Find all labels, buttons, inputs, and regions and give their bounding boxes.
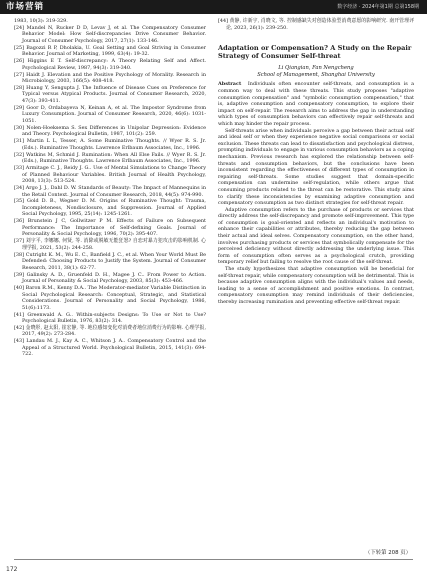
reference-item: [44] 黄静, 许新宇, 肖晓文, 等. 控制感缺失对创造体验型消费意愿的影响研究. 南开管理评论, 2023, 26(1): 239-250. bbox=[218, 18, 414, 31]
journal-name: 市场营销 bbox=[6, 2, 45, 12]
reference-item: [35] Gold D. B., Wegner D. M. Origins of Ruminative Thought: Trauma, Incompleteness, Nondisclosure, and Suppression. Journal of Applied Social Psychology, 1995, 25(14): 1245-1261. bbox=[14, 198, 206, 218]
reference-item: [28] Huang Y, Sengupta J. The Influence of Disease Cues on Preference for Typical versus Atypical Products. Journal of Consumer Research, 2020, 47(3): 393-411. bbox=[14, 84, 206, 105]
reference-item: [41] Greenwald A. G.. Within-subjects Designs: To Use or Not to Use? Psychological Bulletin, 1976, 83(2): 314. bbox=[14, 311, 206, 325]
page-header bbox=[0, 0, 427, 14]
reference-list-right bbox=[218, 18, 414, 31]
reference-item: [24] Mandel N, Rucker D D, Levav J, et al. The Compensatory Consumer Behavior Model: How Self-discrepancies Drive Consumer Behavior. Journal of Consumer Psychology, 2017, 27(1): 133-146. bbox=[14, 24, 206, 44]
footer-divider bbox=[14, 559, 413, 560]
reference-item: [39] Galinsky A. D., Gruenfeld D. H., Magee J. C.. From Power to Action. Journal of Personality & Social Psychology, 2003, 85(3): 453-466. bbox=[14, 271, 206, 285]
reference-item: [27] Haidt J. Elevation and the Positive Psychology of Morality. Research in Microbiology, 2003, 166(5): 408-418. bbox=[14, 71, 206, 85]
reference-item: [32] Watkins M, Schmid J. Rumination: When All Else Fails. // Wyer R. S. Jr. (Eds.), Ruminative Thoughts. Lawrence Erlbaum Associates, Inc., 1996. bbox=[14, 151, 206, 165]
abstract-label: Abstract bbox=[218, 81, 242, 88]
abstract-text: Individuals often encounter self-threats, and consumption is a common way to deal with these threats. This study proposes "adaptive consumption compensation" and "symbolic consumption compensation," that is, adaptive consumption and compensatory consumption, to explore their impact on self-repair. The research aims to address the gap in understanding which types of consumption behaviors can effectively repair self-threats and which may hinder the repair process. bbox=[218, 81, 414, 127]
reference-item: [36] Brunstein J C, Gollwitzer P M. Effects of Failure on Subsequent Performance: The Importance of Self-defining Goals. Journal of Personality & Social Psychology, 1996, 70(2): 395-407. bbox=[14, 218, 206, 238]
reference-item: [40] Baron R.M., Kenny D.A.. The Moderator-mediator Variable Distinction in Social Psychological Research: Conceptual, Strategic, and Statistical Considerations. Journal of Personality and Social Psychology, 1986, 51(6):1173. bbox=[14, 284, 206, 311]
body-paragraph: The study hypothesizes that adaptive consumption will be beneficial for self-threat repair, while compensatory consumption will be detrimental. This is because adaptive consumption aligns with the individual's values and needs, leading to a sense of accomplishment and positive emotions. In contrast, compensatory consumption may remind individuals of their deficiencies, thereby increasing rumination and preventing effective self-threat repair. bbox=[218, 266, 414, 305]
page-number: 172 bbox=[6, 566, 18, 573]
reference-item: 1983, 10(3): 319-329. bbox=[14, 18, 68, 24]
continued-note: （下转第 208 页） bbox=[364, 550, 411, 556]
reference-item: [34] Argo J. J., Dahl D. W. Standards of Beauty: The Impact of Mannequins in the Retail Context. Journal of Consumer Research, 2018, 44(5): 974-990. bbox=[14, 184, 206, 198]
reference-list-left bbox=[14, 18, 206, 358]
article-affiliation: School of Management, Shanghai University bbox=[257, 72, 375, 78]
article-title: Adaptation or Compensation? A Study on the Repair Strategy of Consumer Self-threat bbox=[218, 44, 412, 61]
issue-info: 数字经济 · 2024年第1期 总第158期 bbox=[337, 4, 419, 10]
reference-item: [42] 金晓彤, 赵太阳, 崔宏静, 等. 地位感知变化对消费者地位消费行为的影响. 心理学报, 2017, 49(2): 273-284. bbox=[14, 324, 206, 338]
abstract-paragraph bbox=[218, 81, 414, 127]
reference-item: [37] 刘宇平, 李娜娜, 何贤, 等. 消除或脱敏无能狂怒? 自恋对暴力犯攻击的影响机制. 心理学报, 2021, 53(2): 244-258. bbox=[14, 238, 206, 251]
right-column bbox=[218, 18, 414, 306]
reference-item: [29] Goor D, Ordabayeva N, Keinan A, et al. The Impostor Syndrome from Luxury Consumption. Journal of Consumer Research, 2020, 46(6): 1031-1051. bbox=[14, 104, 206, 125]
body-paragraph: Adaptive consumption refers to the purchase of products or services that directly address the self-discrepancy and promote self-improvement. This type of consumption is goal-oriented and reflects an individual's motivation to enhance their capabilities or attributes, thereby reducing the gap between their actual and ideal selves. Compensatory consumption, on the other hand, involves purchasing products or services that symbolically compensate for the perceived deficiency without directly addressing the underlying issue. This form of consumption often serves as a psychological crutch, providing temporary relief but failing to resolve the root cause of the self-threat. bbox=[218, 206, 414, 266]
body-paragraph: Self-threats arise when individuals perceive a gap between their actual self and ideal self or when they experience negative social comparisons or social exclusion. These threats can lead to dissatisfaction and psychological distress, prompting individuals to engage in various consumption behaviors as a coping mechanism. Previous research has explored the relationship between self-threats and consumption behaviors, but the conclusions have been inconsistent regarding the effectiveness of different types of consumption in repairing self-threats. Some studies suggest that domain-specific compensation can undermine self-regulation, while others argue that consuming products related to the threat can be restorative. This study aims to clarify these inconsistencies by examining adaptive consumption and compensatory consumption as two distinct strategies for self-threat repair. bbox=[218, 127, 414, 207]
reference-item: [31] Martin L L, Tesser, A. Some Ruminative Thoughts. // Wyer R. S. Jr. (Eds.). Ruminative Thoughts. Lawrence Erlbaum Associates, Inc., 1996. bbox=[14, 138, 206, 151]
reference-item: [30] Nolen-Hoeksema S. Sex Differences in Unipolar Depression: Evidence and Theory. Psychological Bulletin, 1987, 101(2): 259. bbox=[14, 124, 206, 138]
reference-item: [26] Higgins E T. Self-discrepancy: A Theory Relating Self and Affect. Psychological Review, 1987, 94(3): 319-340. bbox=[14, 58, 206, 71]
reference-item: [33] Armitage C. J., Reidy J. G.. Use of Mental Simulations to Change Theory of Planned Behaviour Variables. British Journal of Health Psychology, 2008, 13(3): 513-524. bbox=[14, 164, 206, 185]
reference-item: [43] Landau M. J., Kay A. C., Whitson J. A.. Compensatory Control and the Appeal of a Structured World. Psychological Bulletin, 2015, 141(3): 694-722. bbox=[14, 338, 206, 358]
reference-item: [38] Cutright K. M., Wu E. C., Banfield J. C., et al. When Your World Must Be Defended: Choosing Products to Justify the System. Journal of Consumer Research, 2011, 38(1): 62-77. bbox=[14, 251, 206, 271]
reference-item: [25] Bagozzi R P, Dholakia, U. Goal Setting and Goal Striving in Consumer Behavior. Journal of Marketing, 1999, 63(4): 19-32. bbox=[14, 44, 206, 58]
left-column bbox=[14, 18, 206, 358]
article-author: Li Qiangian, Fan Nengcheng bbox=[278, 64, 354, 71]
